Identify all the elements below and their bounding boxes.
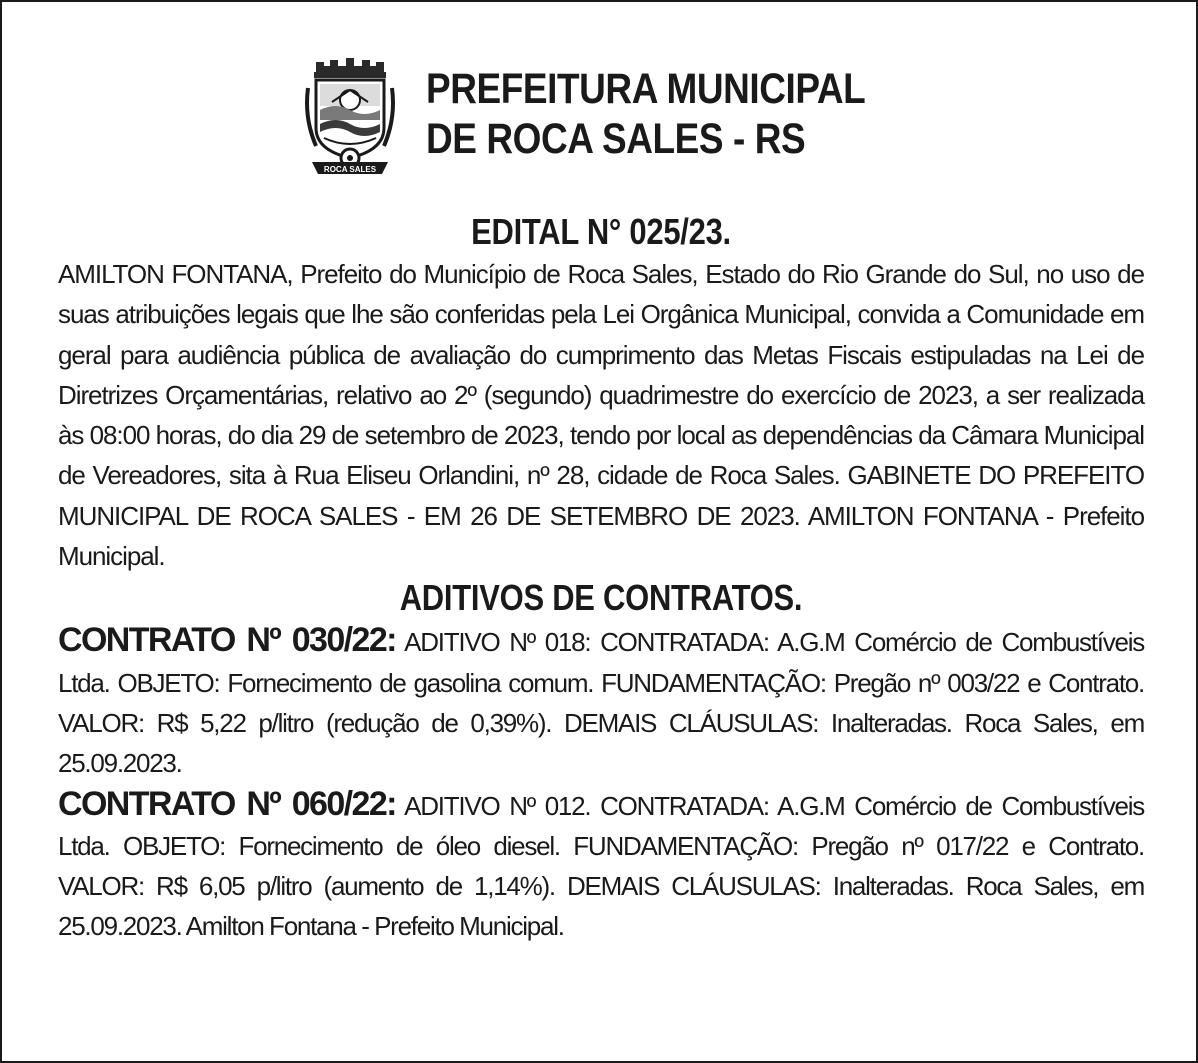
contract-label: CONTRATO Nº 030/22:: [58, 621, 396, 660]
aditivos-heading: ADITIVOS DE CONTRATOS.: [399, 577, 803, 619]
crest-ribbon-text: ROCA SALES: [323, 165, 377, 174]
notice-content: [58, 210, 1144, 947]
contract-label: CONTRATO Nº 060/22:: [58, 784, 396, 823]
contract-item: [58, 784, 1144, 947]
contract-text: ADITIVO Nº 018: CONTRATADA: A.G.M Comércio de Combustíveis Ltda. OBJETO: Fornecimento de gasolina comum. FUNDAMENTAÇÃO: Pregão nº 003/22 e Contrato. VALOR: R$ 5,22 p/litro (redução de 0,39%). DEMAIS CLÁUSULAS: Inalteradas. Roca Sales, em 25.09.2023.: [58, 627, 1144, 779]
edital-heading: EDITAL N° 025/23.: [471, 211, 731, 252]
page-title: [426, 64, 865, 164]
title-line-1: PREFEITURA MUNICIPAL: [426, 65, 866, 113]
header: [302, 54, 937, 180]
contract-text: ADITIVO Nº 012. CONTRATADA: A.G.M Comércio de Combustíveis Ltda. OBJETO: Fornecimento de óleo diesel. FUNDAMENTAÇÃO: Pregão nº 017/22 e Contrato. VALOR: R$ 6,05 p/litro (aumento de 1,14%). DEMAIS CLÁUSULAS: Inalteradas. Roca Sales, em 25.09.2023. Amilton Fontana - Prefeito Municipal.: [58, 790, 1144, 942]
edital-body: AMILTON FONTANA, Prefeito do Município de Roca Sales, Estado do Rio Grande do Sul, no uso de suas atribuições legais que lhe são conferidas pela Lei Orgânica Municipal, convida a Comunidade em geral para audiência pública de avaliação do cumprimento das Metas Fiscais estipuladas na Lei de Diretrizes Orçamentárias, relativo ao 2º (segundo) quadrimestre do exercício de 2023, a ser realizada às 08:00 horas, do dia 29 de setembro de 2023, tendo por local as dependências da Câmara Municipal de Vereadores, sita à Rua Eliseu Orlandini, nº 28, cidade de Roca Sales. GABINETE DO PREFEITO MUNICIPAL DE ROCA SALES - EM 26 DE SETEMBRO DE 2023. AMILTON FONTANA - Prefeito Municipal.: [58, 259, 1144, 572]
municipal-coat-of-arms-icon: [302, 54, 398, 180]
title-line-2: DE ROCA SALES - RS: [426, 115, 806, 163]
contract-item: [58, 620, 1144, 783]
